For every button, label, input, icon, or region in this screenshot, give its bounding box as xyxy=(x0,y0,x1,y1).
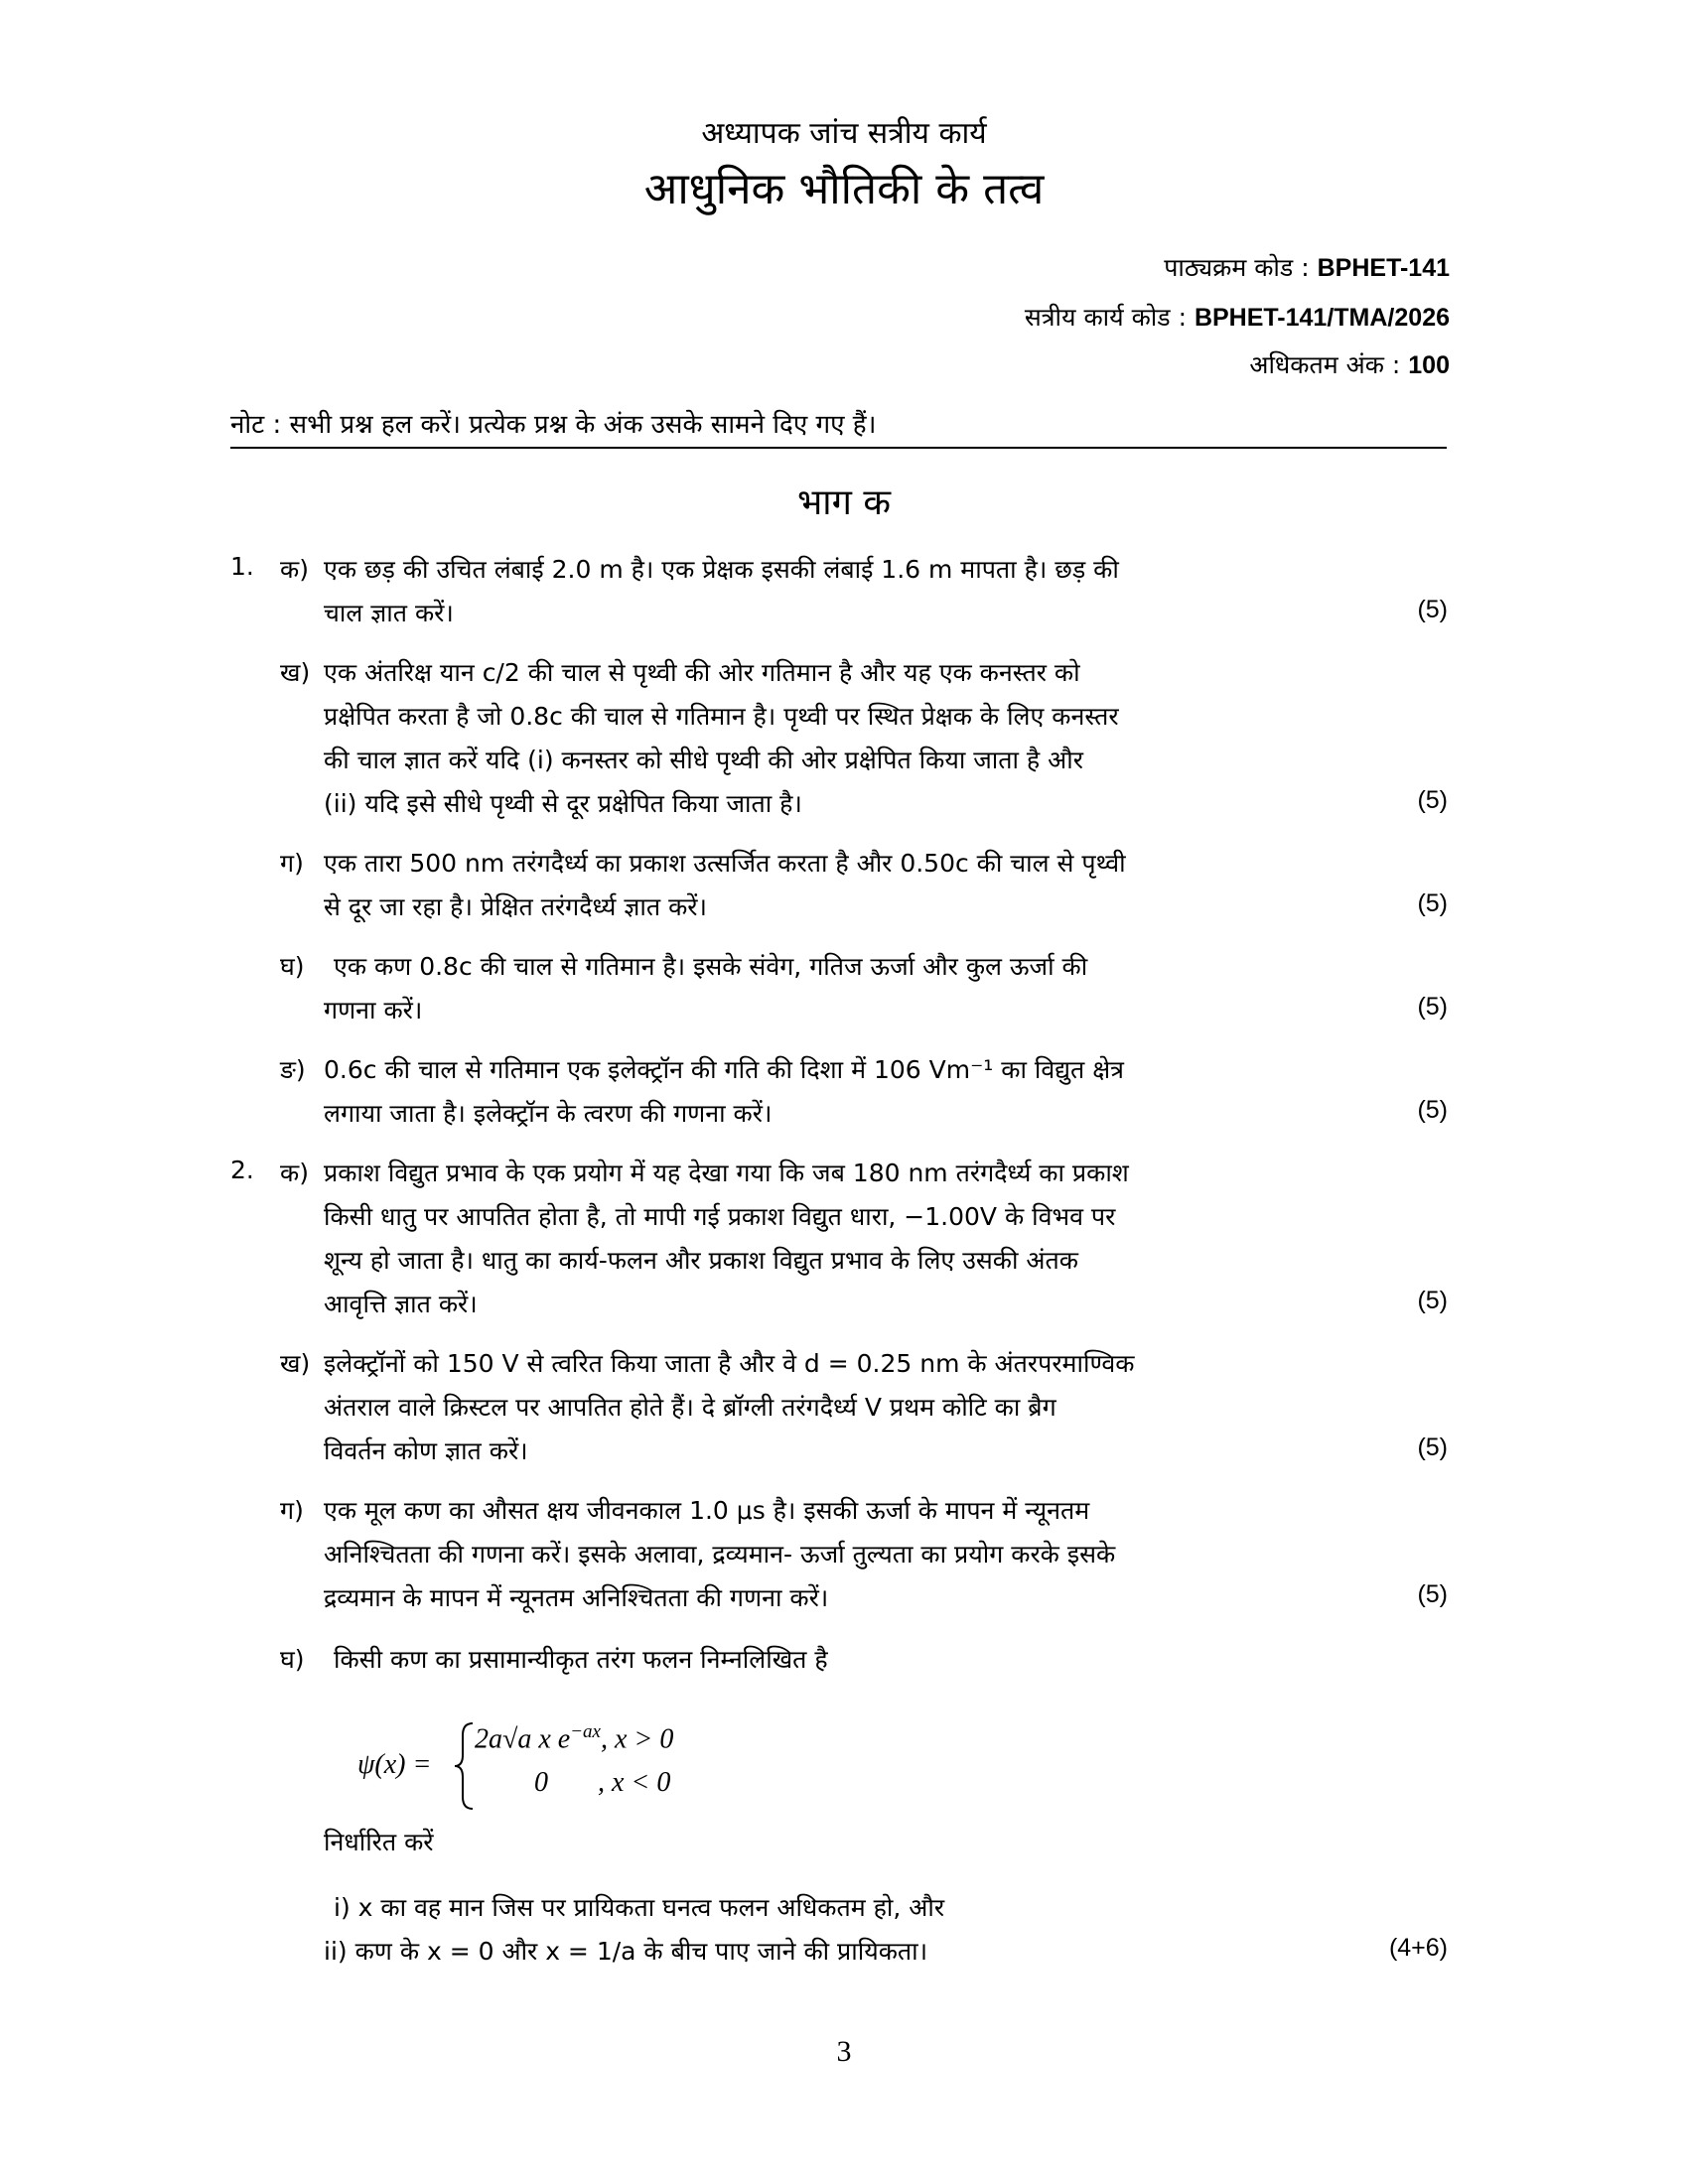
question-text: एक अंतरिक्ष यान c/2 की चाल से पृथ्वी की ओर गतिमान है और यह एक कनस्तर को xyxy=(324,658,1080,687)
wave-function-formula xyxy=(357,1717,774,1817)
max-marks-line xyxy=(1249,347,1450,381)
course-code: BPHET-141 xyxy=(1317,254,1450,282)
formula-case2-condition: , x < 0 xyxy=(598,1767,671,1798)
marks: (5) xyxy=(1417,993,1448,1021)
marks: (4+6) xyxy=(1388,1934,1448,1962)
question-text: 0.6c की चाल से गतिमान एक इलेक्ट्रॉन की गति की दिशा में 106 Vm⁻¹ का विद्युत क्षेत्र xyxy=(324,1055,1124,1084)
course-code-line xyxy=(1164,250,1450,284)
formula-case1-expr: 2a√a x e xyxy=(475,1723,571,1755)
marks: (5) xyxy=(1417,1287,1448,1314)
question-text: इलेक्ट्रॉनों को 150 V से त्वरित किया जाता है और वे d = 0.25 nm के अंतरपरमाण्विक xyxy=(324,1349,1135,1378)
course-code-label: पाठ्यक्रम कोड : xyxy=(1164,253,1310,282)
question-number: 1. xyxy=(230,552,254,581)
formula-case2-expr: 0 xyxy=(534,1767,548,1798)
question-text: चाल ज्ञात करें। xyxy=(324,599,454,627)
formula-lhs: ψ(x) = xyxy=(357,1749,432,1780)
assignment-code: BPHET-141/TMA/2026 xyxy=(1194,304,1450,332)
section-title: भाग क xyxy=(797,482,891,523)
assignment-code-label: सत्रीय कार्य कोड : xyxy=(1024,303,1187,332)
question-text: अनिश्चितता की गणना करें। इसके अलावा, द्रव्यमान- ऊर्जा तुल्यता का प्रयोग करके इसके xyxy=(324,1540,1116,1569)
subquestion-label: क) xyxy=(280,555,309,584)
question-text: एक मूल कण का औसत क्षय जीवनकाल 1.0 μs है। इसकी ऊर्जा के मापन में न्यूनतम xyxy=(324,1496,1090,1525)
doc-type-title: अध्यापक जांच सत्रीय कार्य xyxy=(701,116,987,151)
subquestion-label: क) xyxy=(280,1159,309,1187)
question-text: आवृत्ति ज्ञात करें। xyxy=(324,1290,478,1318)
question-text: से दूर जा रहा है। प्रेक्षित तरंगदैर्ध्य ज्ञात करें। xyxy=(324,892,707,921)
question-text: प्रकाश विद्युत प्रभाव के एक प्रयोग में यह देखा गया कि जब 180 nm तरंगदैर्ध्य का प्रकाश xyxy=(324,1159,1129,1187)
divider xyxy=(230,447,1447,449)
question-text: (ii) यदि इसे सीधे पृथ्वी से दूर प्रक्षेपित किया जाता है। xyxy=(324,789,802,818)
left-brace-icon xyxy=(453,1721,477,1811)
subquestion-label: ङ) xyxy=(280,1055,306,1084)
marks: (5) xyxy=(1417,786,1448,814)
question-text: विवर्तन कोण ज्ञात करें। xyxy=(324,1436,528,1465)
question-text: द्रव्यमान के मापन में न्यूनतम अनिश्चितता की गणना करें। xyxy=(324,1583,829,1612)
subquestion-label: ग) xyxy=(280,1496,304,1525)
question-text: किसी धातु पर आपतित होता है, तो मापी गई प्रकाश विद्युत धारा, −1.00V के विभव पर xyxy=(324,1202,1116,1231)
question-text: एक तारा 500 nm तरंगदैर्ध्य का प्रकाश उत्सर्जित करता है और 0.50c की चाल से पृथ्वी xyxy=(324,849,1126,878)
question-text: i) x का वह मान जिस पर प्रायिकता घनत्व फलन अधिकतम हो, और xyxy=(334,1893,945,1922)
formula-case1-condition: , x > 0 xyxy=(601,1723,674,1755)
marks: (5) xyxy=(1417,1580,1448,1608)
marks: (5) xyxy=(1417,889,1448,917)
question-text: एक कण 0.8c की चाल से गतिमान है। इसके संवेग, गतिज ऊर्जा और कुल ऊर्जा की xyxy=(334,952,1088,981)
max-marks-label: अधिकतम अंक : xyxy=(1249,350,1401,379)
question-text: प्रक्षेपित करता है जो 0.8c की चाल से गतिमान है। पृथ्वी पर स्थित प्रेक्षक के लिए कनस्तर xyxy=(324,702,1119,731)
subquestion-label: ग) xyxy=(280,849,304,878)
page-number: 3 xyxy=(836,2035,852,2068)
max-marks: 100 xyxy=(1408,351,1450,379)
subquestion-label: घ) xyxy=(280,952,305,981)
question-text: गणना करें। xyxy=(324,996,423,1024)
course-title: आधुनिक भौतिकी के तत्व xyxy=(643,164,1045,214)
marks: (5) xyxy=(1417,596,1448,623)
question-text: किसी कण का प्रसामान्यीकृत तरंग फलन निम्नलिखित है xyxy=(334,1645,828,1674)
assignment-code-line xyxy=(1025,300,1450,334)
question-text: लगाया जाता है। इलेक्ट्रॉन के त्वरण की गणना करें। xyxy=(324,1099,773,1128)
question-text: अंतराल वाले क्रिस्टल पर आपतित होते हैं। दे ब्रॉग्ली तरंगदैर्ध्य V प्रथम कोटि का ब्रैग xyxy=(324,1393,1056,1422)
question-text: शून्य हो जाता है। धातु का कार्य-फलन और प्रकाश विद्युत प्रभाव के लिए उसकी अंतक xyxy=(324,1246,1078,1275)
formula-case1-exponent: −ax xyxy=(570,1721,601,1742)
question-text: ii) कण के x = 0 और x = 1/a के बीच पाए जाने की प्रायिकता। xyxy=(324,1937,928,1966)
question-text: की चाल ज्ञात करें यदि (i) कनस्तर को सीधे पृथ्वी की ओर प्रक्षेपित किया जाता है और xyxy=(324,746,1083,774)
subquestion-label: घ) xyxy=(280,1645,305,1674)
subquestion-label: ख) xyxy=(280,1349,311,1378)
instructions-note: नोट : सभी प्रश्न हल करें। प्रत्येक प्रश्न के अंक उसके सामने दिए गए हैं। xyxy=(230,410,877,440)
question-number: 2. xyxy=(230,1156,254,1184)
subquestion-label: ख) xyxy=(280,658,311,687)
marks: (5) xyxy=(1417,1096,1448,1124)
marks: (5) xyxy=(1417,1433,1448,1461)
question-text: एक छड़ की उचित लंबाई 2.0 m है। एक प्रेक्षक इसकी लंबाई 1.6 m मापता है। छड़ की xyxy=(324,555,1119,584)
formula-case1 xyxy=(475,1721,673,1755)
question-text: निर्धारित करें xyxy=(324,1828,434,1856)
